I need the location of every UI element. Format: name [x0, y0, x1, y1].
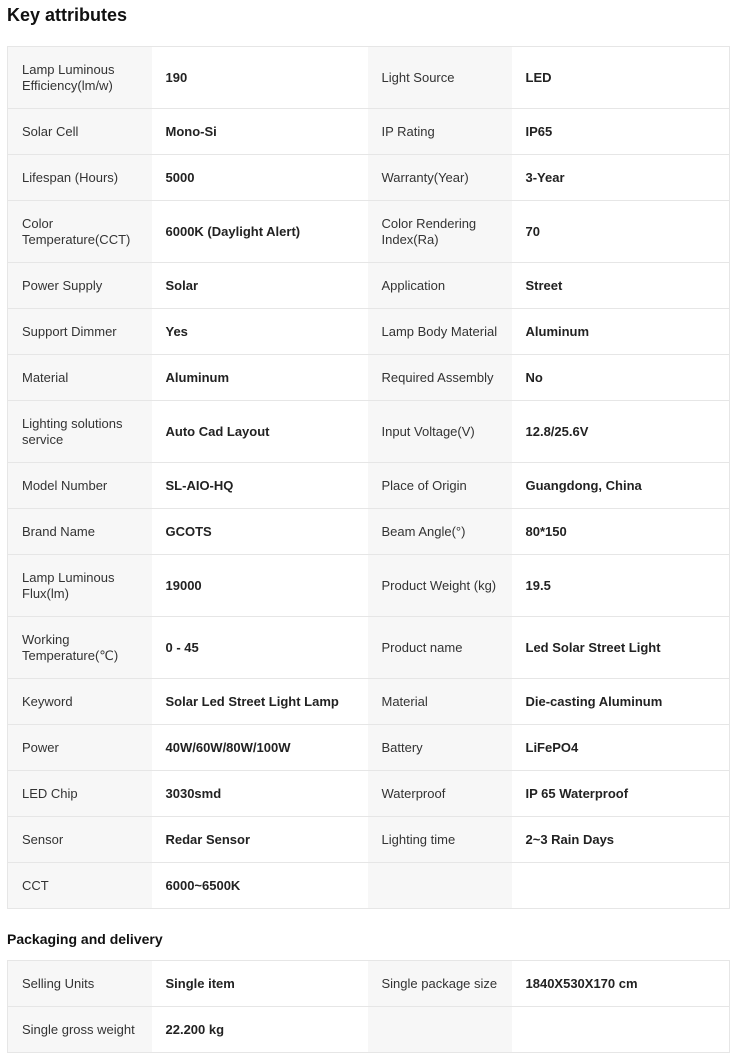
attribute-value: Mono-Si — [152, 109, 368, 155]
attribute-row — [8, 47, 730, 109]
key-attributes-table — [7, 46, 730, 909]
attribute-row — [8, 617, 730, 679]
attribute-value: Guangdong, China — [512, 463, 730, 509]
attribute-value: IP65 — [512, 109, 730, 155]
attribute-label — [368, 863, 512, 909]
attribute-value: 40W/60W/80W/100W — [152, 725, 368, 771]
attribute-value: Aluminum — [152, 355, 368, 401]
attribute-label: Model Number — [8, 463, 152, 509]
attribute-value: 6000K (Daylight Alert) — [152, 201, 368, 263]
attribute-value: 6000~6500K — [152, 863, 368, 909]
attribute-label: Material — [368, 679, 512, 725]
attribute-value: 1840X530X170 cm — [512, 961, 730, 1007]
attribute-value: Solar Led Street Light Lamp — [152, 679, 368, 725]
attribute-value: Aluminum — [512, 309, 730, 355]
attribute-value: 2~3 Rain Days — [512, 817, 730, 863]
attribute-label: Selling Units — [8, 961, 152, 1007]
attribute-value: LiFePO4 — [512, 725, 730, 771]
attribute-row — [8, 309, 730, 355]
attribute-value: 80*150 — [512, 509, 730, 555]
attribute-value: 19000 — [152, 555, 368, 617]
attribute-value: 12.8/25.6V — [512, 401, 730, 463]
attribute-label: Warranty(Year) — [368, 155, 512, 201]
packaging-heading: Packaging and delivery — [7, 931, 163, 947]
attribute-label: Place of Origin — [368, 463, 512, 509]
attribute-value: LED — [512, 47, 730, 109]
key-attributes-heading: Key attributes — [7, 5, 128, 25]
attribute-label: Sensor — [8, 817, 152, 863]
attribute-value: 3-Year — [512, 155, 730, 201]
attribute-label: Brand Name — [8, 509, 152, 555]
attribute-row — [8, 463, 730, 509]
attribute-value: No — [512, 355, 730, 401]
attribute-row — [8, 725, 730, 771]
attribute-value: 22.200 kg — [152, 1007, 368, 1053]
attribute-value: 3030smd — [152, 771, 368, 817]
attribute-row — [8, 155, 730, 201]
attribute-value: GCOTS — [152, 509, 368, 555]
attribute-row — [8, 355, 730, 401]
attribute-value: Die-casting Aluminum — [512, 679, 730, 725]
attribute-value: Led Solar Street Light — [512, 617, 730, 679]
attribute-value: 70 — [512, 201, 730, 263]
attribute-value: Single item — [152, 961, 368, 1007]
attribute-label: Product Weight (kg) — [368, 555, 512, 617]
attribute-row — [8, 817, 730, 863]
attribute-row — [8, 771, 730, 817]
attribute-value: 5000 — [152, 155, 368, 201]
attribute-label: IP Rating — [368, 109, 512, 155]
attribute-label: Product name — [368, 617, 512, 679]
attribute-value — [512, 863, 730, 909]
attribute-label: Lamp Luminous Efficiency(lm/w) — [8, 47, 152, 109]
attribute-label: Support Dimmer — [8, 309, 152, 355]
attribute-value: 0 - 45 — [152, 617, 368, 679]
attribute-value: Redar Sensor — [152, 817, 368, 863]
attribute-value: 19.5 — [512, 555, 730, 617]
attribute-label: Material — [8, 355, 152, 401]
attribute-row — [8, 401, 730, 463]
attribute-label: Single package size — [368, 961, 512, 1007]
attribute-label: Lighting solutions service — [8, 401, 152, 463]
attribute-label: Lamp Body Material — [368, 309, 512, 355]
attribute-row — [8, 201, 730, 263]
attribute-row — [8, 961, 730, 1007]
attribute-row — [8, 863, 730, 909]
attribute-label: CCT — [8, 863, 152, 909]
attribute-label: Waterproof — [368, 771, 512, 817]
attribute-label: Power Supply — [8, 263, 152, 309]
attribute-value: SL-AIO-HQ — [152, 463, 368, 509]
attribute-label: Light Source — [368, 47, 512, 109]
attribute-label: Single gross weight — [8, 1007, 152, 1053]
attribute-label: Keyword — [8, 679, 152, 725]
attribute-label: Working Temperature(℃) — [8, 617, 152, 679]
attribute-value — [512, 1007, 730, 1053]
attribute-label: Lamp Luminous Flux(lm) — [8, 555, 152, 617]
attribute-label: Required Assembly — [368, 355, 512, 401]
attribute-label: Beam Angle(°) — [368, 509, 512, 555]
attribute-value: IP 65 Waterproof — [512, 771, 730, 817]
attribute-row — [8, 109, 730, 155]
attribute-label: Application — [368, 263, 512, 309]
attribute-row — [8, 1007, 730, 1053]
attribute-value: Solar — [152, 263, 368, 309]
attribute-value: 190 — [152, 47, 368, 109]
attribute-row — [8, 555, 730, 617]
attribute-label: Input Voltage(V) — [368, 401, 512, 463]
attribute-label: Lighting time — [368, 817, 512, 863]
attribute-label: Lifespan (Hours) — [8, 155, 152, 201]
attribute-value: Street — [512, 263, 730, 309]
attribute-row — [8, 679, 730, 725]
attribute-label: LED Chip — [8, 771, 152, 817]
attribute-value: Yes — [152, 309, 368, 355]
attribute-label — [368, 1007, 512, 1053]
attribute-label: Battery — [368, 725, 512, 771]
attribute-label: Power — [8, 725, 152, 771]
attribute-label: Solar Cell — [8, 109, 152, 155]
attribute-row — [8, 509, 730, 555]
packaging-table — [7, 960, 730, 1053]
attribute-row — [8, 263, 730, 309]
attribute-label: Color Temperature(CCT) — [8, 201, 152, 263]
attribute-value: Auto Cad Layout — [152, 401, 368, 463]
attribute-label: Color Rendering Index(Ra) — [368, 201, 512, 263]
